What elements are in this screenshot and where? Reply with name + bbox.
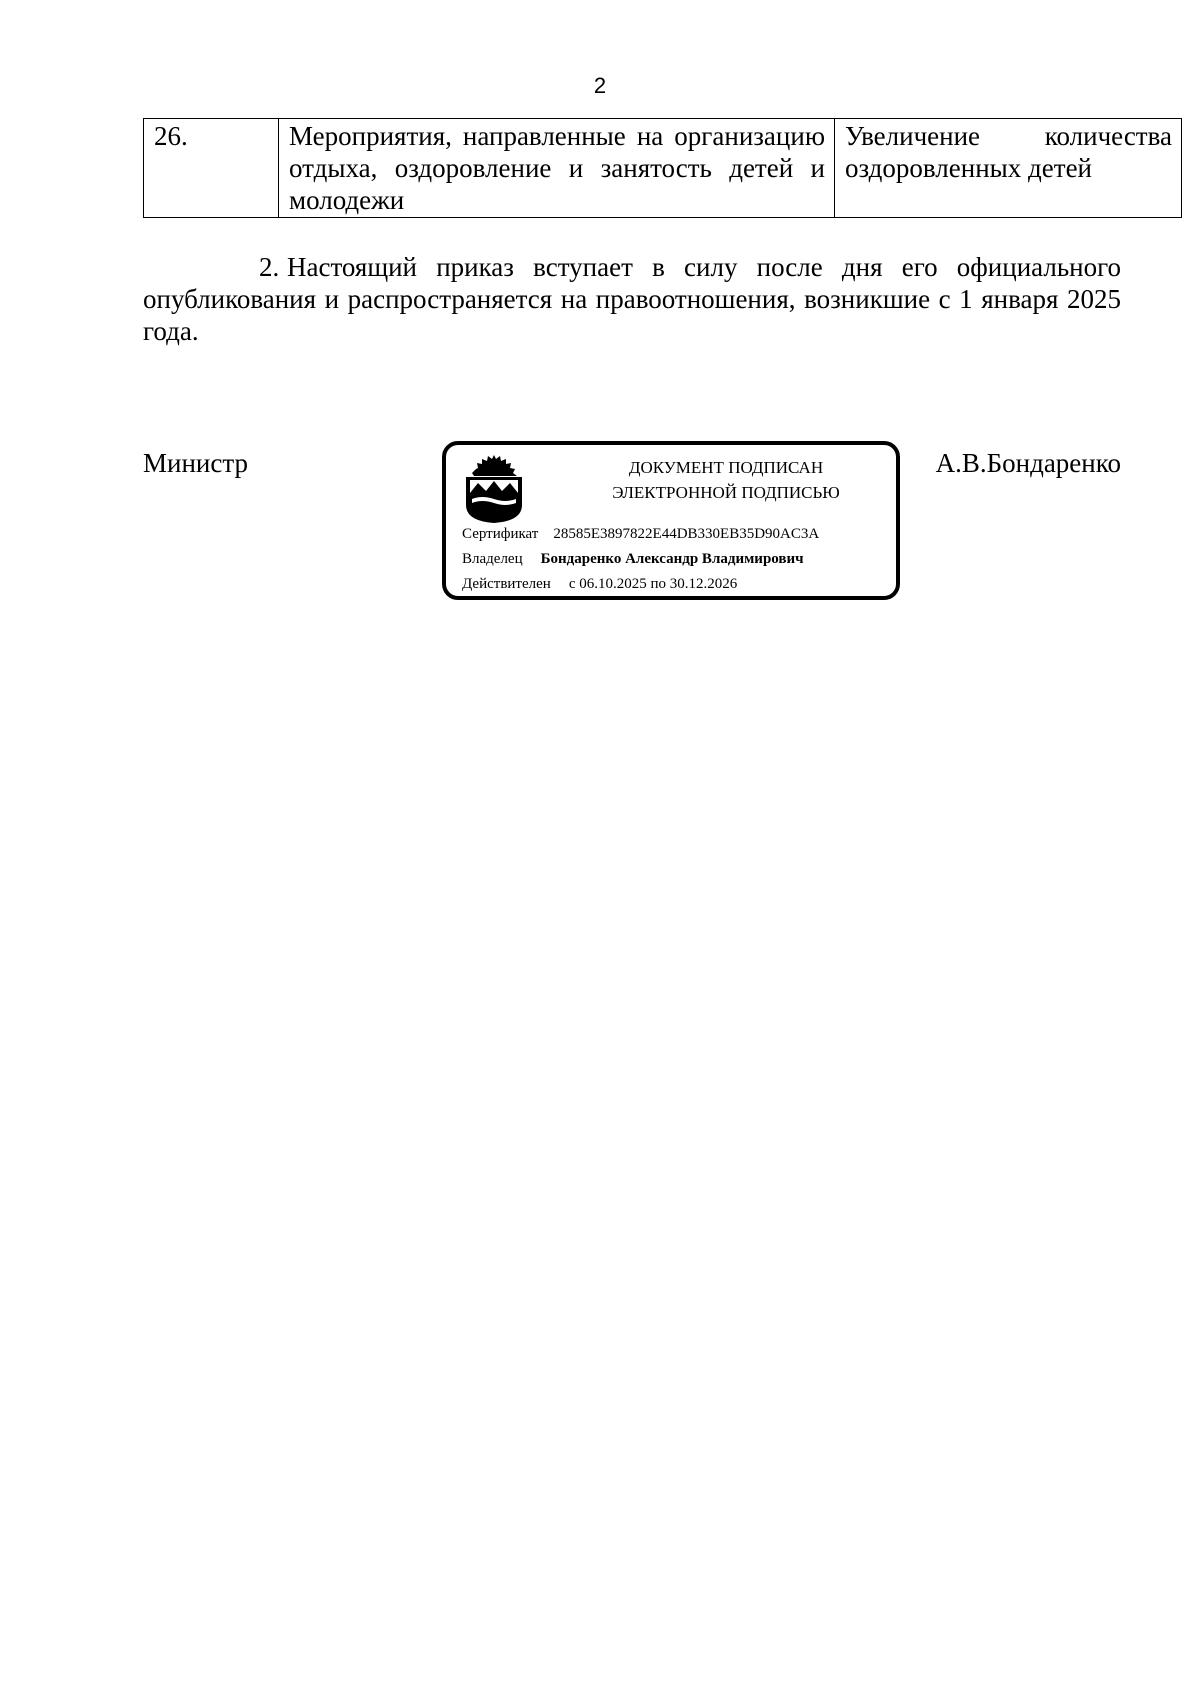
signer-title: Министр	[143, 448, 248, 478]
paragraph-text: Настоящий приказ вступает в силу после дня его официального опубликования и распространяется на правоотношения, возникшие с 1 января 2025 года.	[143, 252, 1121, 346]
owner-label: Владелец	[462, 551, 523, 567]
validity-value: с 06.10.2025 по 30.12.2026	[568, 576, 738, 592]
electronic-signature-stamp	[442, 441, 900, 600]
table-cell-event: Мероприятия, направленные на организацию отдыха, оздоровление и занятость детей и молодежи	[279, 119, 835, 218]
validity-label: Действителен	[462, 576, 551, 592]
paragraph-number: 2.	[259, 252, 280, 282]
table-cell-result: Увеличение количества оздоровленных детей	[835, 119, 1182, 218]
measures-table	[143, 118, 1182, 218]
table-row	[144, 119, 1182, 218]
stamp-validity-row	[462, 575, 737, 593]
stamp-certificate-row	[462, 525, 819, 543]
stamp-owner-row	[462, 550, 804, 568]
certificate-value: 28585E3897822E44DB330EB35D90AC3A	[553, 526, 820, 542]
certificate-label: Сертификат	[462, 526, 539, 542]
stamp-header-line1: ДОКУМЕНТ ПОДПИСАН	[628, 458, 824, 477]
stamp-header	[566, 455, 886, 505]
table-cell-number: 26.	[144, 119, 279, 218]
stamp-header-line2: ЭЛЕКТРОННОЙ ПОДПИСЬЮ	[612, 483, 840, 502]
signer-name: А.В.Бондаренко	[935, 448, 1121, 478]
kamchatka-emblem-icon	[462, 453, 526, 525]
owner-value: Бондаренко Александр Владимирович	[540, 551, 804, 567]
effective-date-paragraph	[143, 251, 1121, 347]
page-number: 2	[593, 73, 607, 98]
